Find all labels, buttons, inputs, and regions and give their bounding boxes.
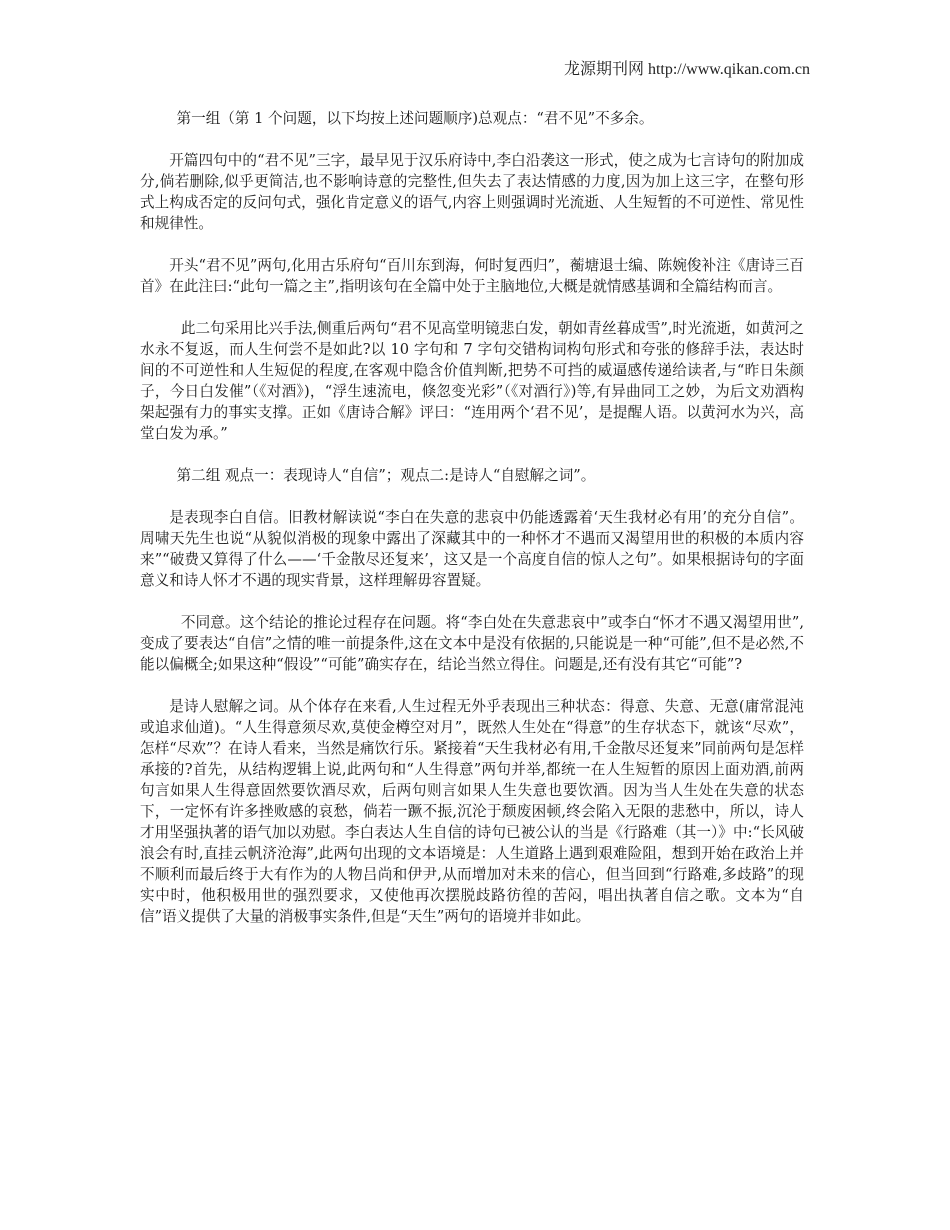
header-source: 龙源期刊网 http://www.qikan.com.cn: [563, 61, 810, 78]
paragraph: 开篇四句中的“君不见”三字，最早见于汉乐府诗中,李白沿袭这一形式，使之成为七言诗句的附加成分,倘若删除,似乎更简洁,也不影响诗意的完整性,但失去了表达情感的力度,因为加上这三字，在整句形式上构成否定的反问句式，强化肯定意义的语气,内容上则强调时光流逝、人生短暂的不可逆性、常见性和规律性。: [140, 152, 804, 232]
article-body: [140, 108, 804, 948]
paragraph: 是表现李白自信。旧教材解读说“李白在失意的悲哀中仍能透露着‘天生我材必有用’的充分自信”。周啸天先生也说“从貌似消极的现象中露出了深藏其中的一种怀才不遇而又渴望用世的积极的本质内容来”“破费又算得了什么——‘千金散尽还复来’，这又是一个高度自信的惊人之句”。如果根据诗句的字面意义和诗人怀才不遇的现实背景，这样理解毋容置疑。: [140, 509, 804, 589]
paragraph: 此二句采用比兴手法,侧重后两句“君不见高堂明镜悲白发，朝如青丝暮成雪”,时光流逝，如黄河之水永不复返，而人生何尝不是如此?以 10 字句和 7 字句交错构词构句形式和夸张的修辞手法，表达时间的不可逆性和人生短促的程度,在客观中隐含价值判断,把势不可挡的威逼感传递给读者,与“昨日朱颜子，今日白发催”（《对酒》)，“浮生速流电，倏忽变光彩”（《对酒行》)等,有异曲同工之妙，为后文劝酒构架起强有力的事实支撑。正如《唐诗合解》评曰：“连用两个‘君不见’，是提醒人语。以黄河水为兴，高堂白发为承。”: [140, 320, 804, 442]
paragraph-group-two-heading: 第二组 观点一：表现诗人“自信”；观点二:是诗人“自慰解之词”。: [176, 467, 596, 484]
paragraph: 不同意。这个结论的推论过程存在问题。将“李白处在失意悲哀中”或李白“怀才不遇又渴望用世”,变成了要表达“自信”之情的唯一前提条件,这在文本中是没有依据的,只能说是一种“可能”,但不是必然,不能以偏概全;如果这种“假设”“可能”确实存在，结论当然立得住。问题是,还有没有其它“可能”?: [140, 614, 804, 673]
paragraph: 开头“君不见”两句,化用古乐府句“百川东到海，何时复西归”，蘅塘退士编、陈婉俊补注《唐诗三百首》在此注曰:“此句一篇之主”,指明该句在全篇中处于主脑地位,大概是就情感基调和全篇结构而言。: [140, 257, 804, 295]
paragraph: 是诗人慰解之词。从个体存在来看,人生过程无外乎表现出三种状态：得意、失意、无意(庸常混沌或追求仙道)。“人生得意须尽欢,莫使金樽空对月”，既然人生处在“得意”的生存状态下，就该“尽欢”，怎样“尽欢”？在诗人看来，当然是痛饮行乐。紧接着“天生我材必有用,千金散尽还复来”同前两句是怎样承接的?首先，从结构逻辑上说,此两句和“人生得意”两句并举,都统一在人生短暂的原因上面劝酒,前两句言如果人生得意固然要饮酒尽欢，后两句则言如果人生失意也要饮酒。因为当人生处在失意的状态下，一定怀有许多挫败感的哀愁，倘若一蹶不振,沉沦于颓废困顿,终会陷入无限的悲愁中，所以，诗人才用坚强执著的语气加以劝慰。李白表达人生自信的诗句已被公认的当是《行路难（其一）》中:“长风破浪会有时,直挂云帆济沧海”,此两句出现的文本语境是：人生道路上遇到艰难险阻，想到开始在政治上并不顺利而最后终于大有作为的人物吕尚和伊尹,从而增加对未来的信心，但当回到“行路难,多歧路”的现实中时，他积极用世的强烈要求，又使他再次摆脱歧路彷徨的苦闷，唱出执著自信之歌。文本为“自信”语义提供了大量的消极事实条件,但是“天生”两句的语境并非如此。: [140, 698, 804, 925]
paragraph-group-one-heading: 第一组（第 1 个问题，以下均按上述问题顺序)总观点：“君不见”不多余。: [176, 110, 654, 127]
